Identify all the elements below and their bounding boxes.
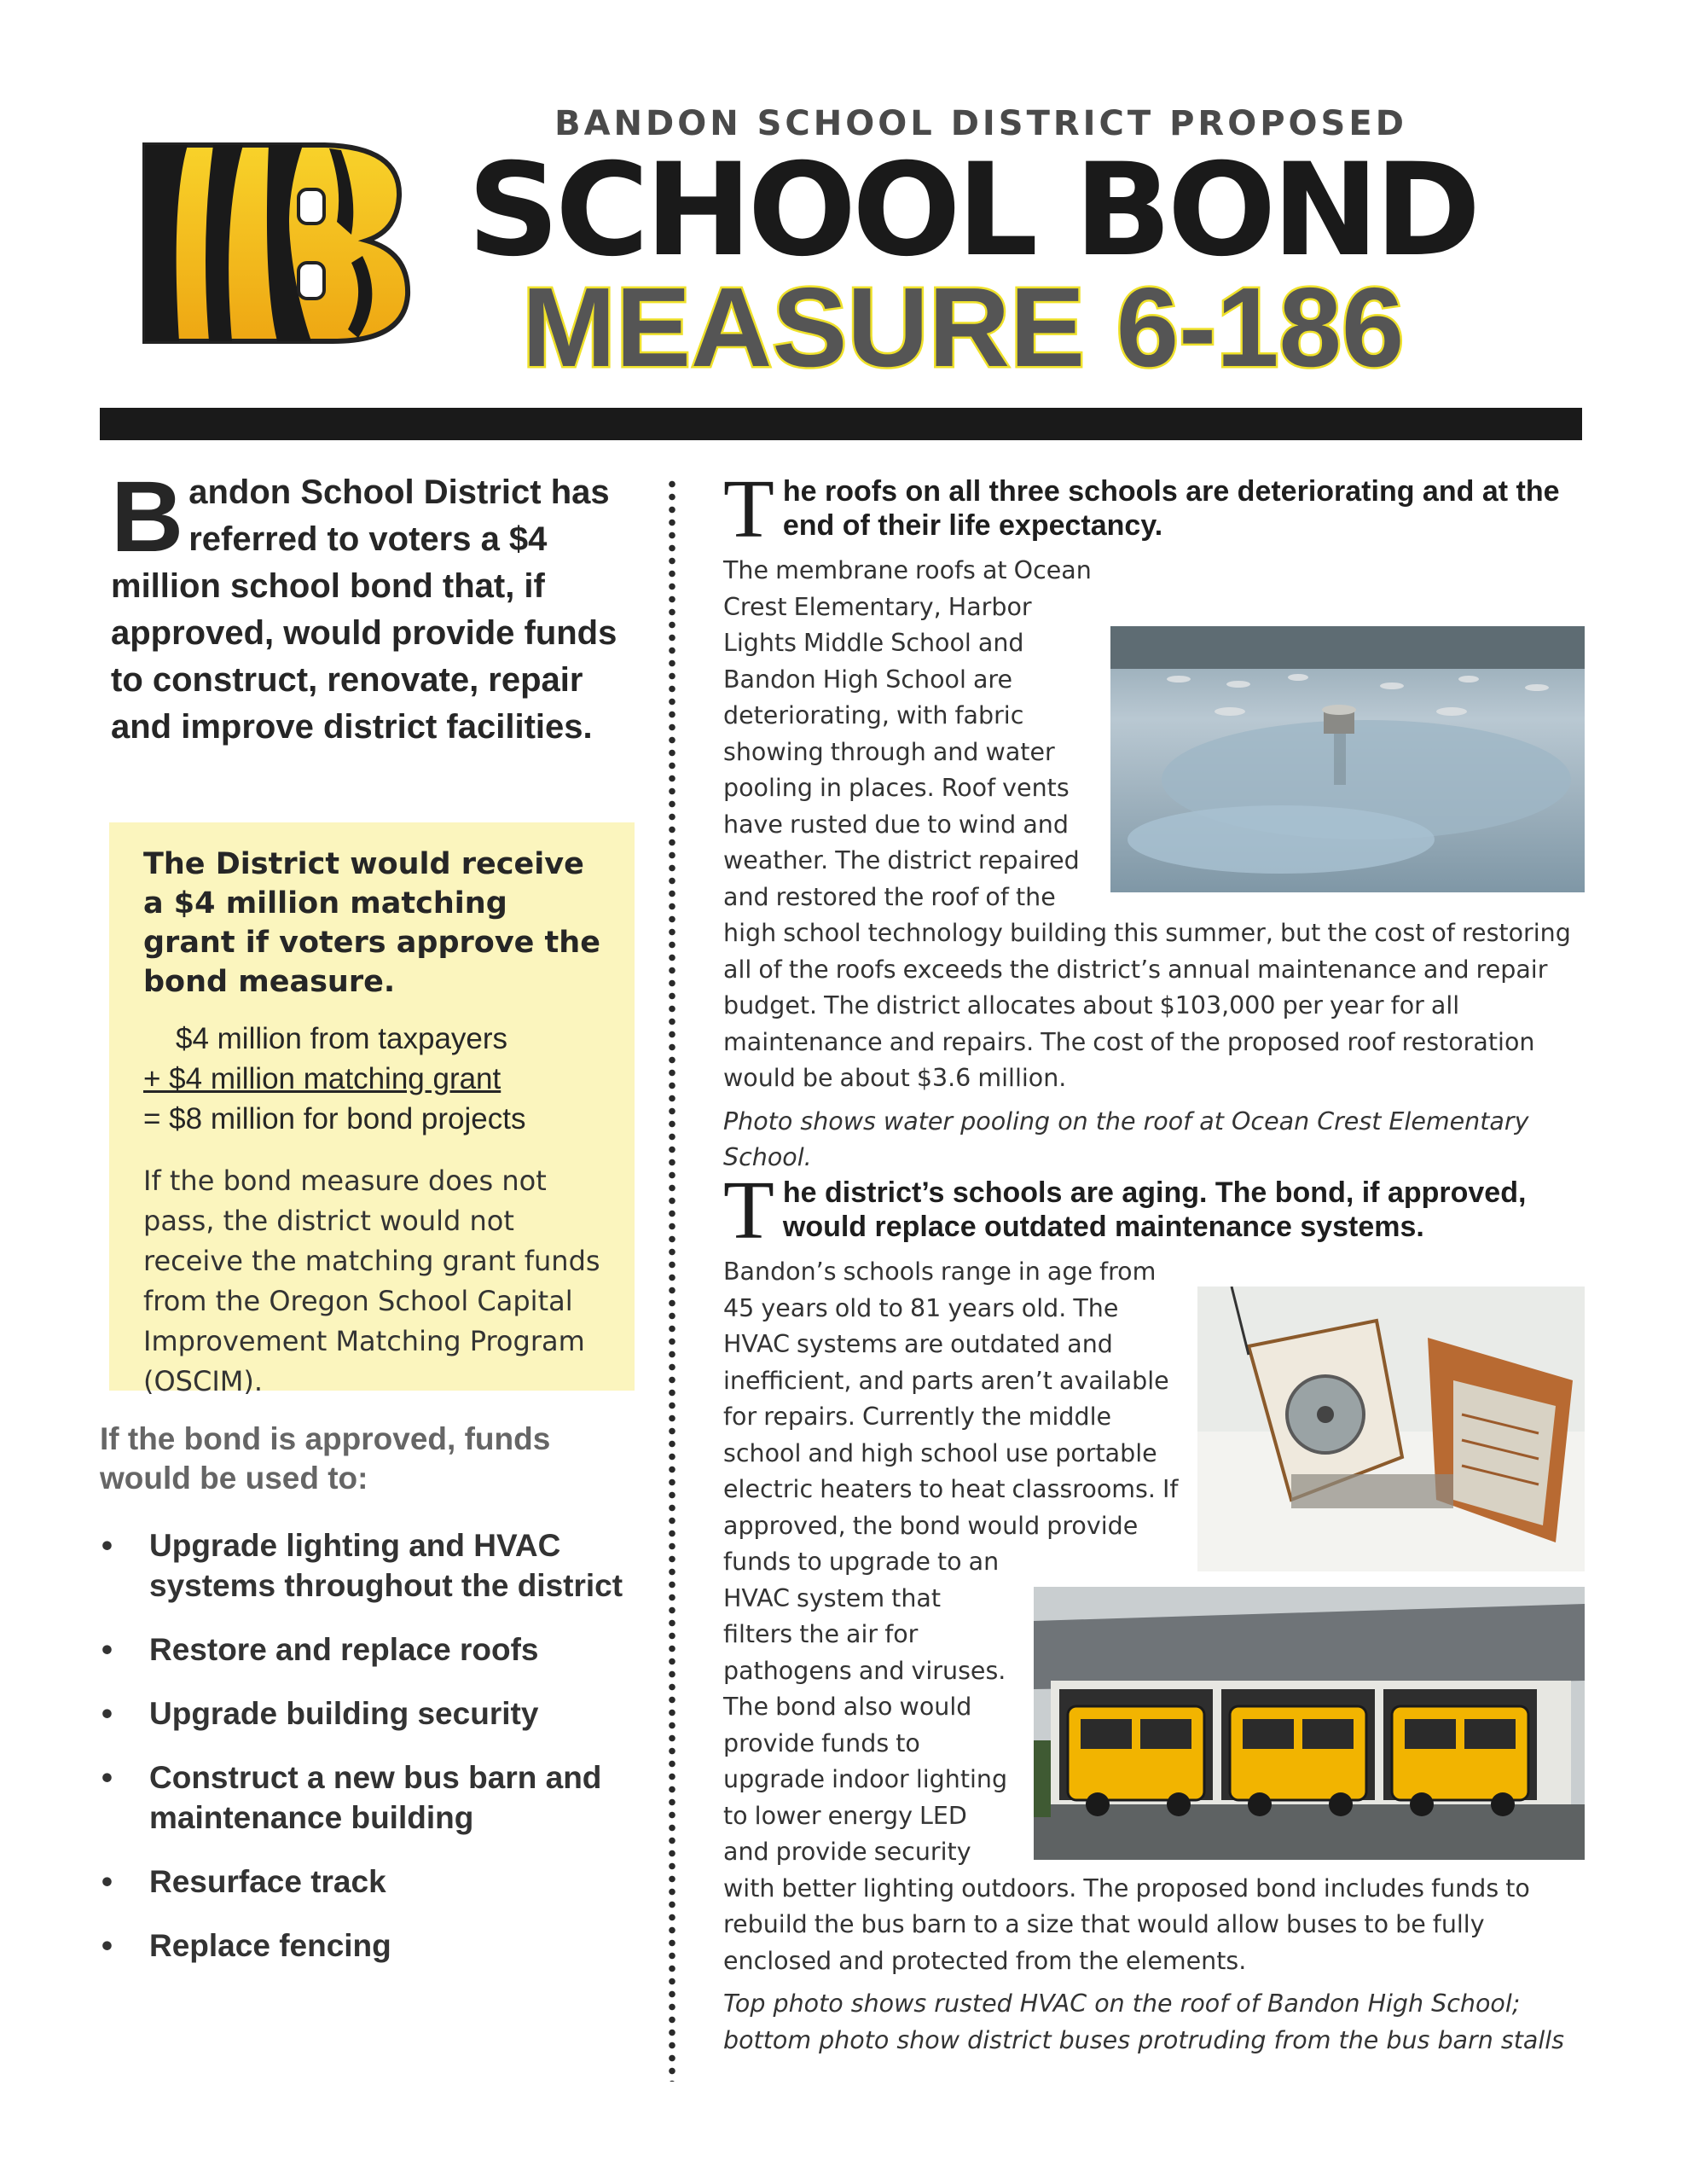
list-item: • Resurface track (100, 1862, 663, 1902)
list-item: • Upgrade building security (100, 1693, 663, 1734)
aging-heading-text: he district’s schools are aging. The bond, if approved, would replace outdated maintenance systems. (782, 1176, 1527, 1243)
aging-dropcap: T (723, 1165, 774, 1257)
header-kicker: BANDON SCHOOL DISTRICT PROPOSED (554, 104, 1407, 143)
hvac-photo (1197, 1287, 1585, 1571)
bengal-stripe-b-logo (128, 136, 418, 350)
list-item: • Replace fencing (100, 1926, 663, 1966)
roofs-caption: Photo shows water pooling on the roof at Ocean Crest Elementary School. (723, 1107, 1529, 1171)
roof-photo (1110, 626, 1585, 892)
list-item: • Construct a new bus barn and maintenance building (100, 1757, 663, 1838)
page-title: SCHOOL BOND (467, 136, 1477, 285)
funds-list-intro: If the bond is approved, funds would be used to: (100, 1421, 551, 1496)
roofs-body-text: The membrane roofs at Ocean Crest Elementary, Harbor Lights Middle School and Bandon High School are deteriorating, with fabric showing through and water pooling in places. Roof vents have rusted due to wind and weather. The district repaired and restored the roof of the high school technology building this summer, but the cost of restoring all of the roofs exceeds the district’s annual maintenance and repair budget. The district allocates about $103,000 per year for all maintenance and repairs. The cost of the proposed roof restoration would be about $3.6 million. (723, 556, 1571, 1092)
aging-section (723, 1165, 1585, 2059)
column-divider (669, 478, 675, 2082)
funds-list (100, 1525, 663, 1989)
calc-taxpayers: $4 million from taxpayers (176, 1022, 508, 1055)
aging-caption: Top photo shows rusted HVAC on the roof of Bandon High School; bottom photo show district buses protruding from the bus barn stalls (723, 1989, 1565, 2054)
grant-calculation (143, 1019, 609, 1139)
bus-barn-photo (1034, 1587, 1585, 1860)
calc-matching-grant: + $4 million matching grant (143, 1062, 501, 1095)
aging-body (723, 1254, 1585, 1979)
intro-text: andon School District has referred to voters a $4 million school bond that, if approved, would provide funds to construct, renovate, repair and improve district facilities. (111, 473, 617, 746)
matching-grant-box (109, 822, 635, 1397)
list-item: • Upgrade lighting and HVAC systems throughout the district (100, 1525, 663, 1606)
grant-note: If the bond measure does not pass, the district would not receive the matching grant funds from the Oregon School Capital Improvement Matching Program (OSCIM). (143, 1165, 600, 1397)
roofs-heading (723, 463, 1585, 555)
header-divider (100, 408, 1582, 440)
roofs-section (723, 463, 1585, 1176)
roofs-dropcap: T (723, 463, 774, 555)
intro-dropcap: B (111, 461, 184, 573)
calc-total: = $8 million for bond projects (143, 1102, 526, 1136)
measure-number: MEASURE 6-186 (522, 264, 1405, 390)
roofs-heading-text: he roofs on all three schools are deteriorating and at the end of their life expectancy. (782, 475, 1560, 542)
aging-body-text: Bandon’s schools range in age from 45 years old to 81 years old. The HVAC systems are outdated and inefficient, and parts aren’t available for repairs. Currently the middle school and high school use portable electric heaters to heat classrooms. If approved, the bond would provide funds to upgrade to an HVAC system that filters the air for pathogens and viruses. The bond also would provide funds to upgrade indoor lighting to lower energy LED and provide security with better lighting outdoors. The proposed bond includes funds to rebuild the bus barn to a size that would allow buses to be fully enclosed and protected from the elements. (723, 1258, 1530, 1975)
intro-paragraph (111, 461, 640, 751)
roofs-body (723, 553, 1585, 1097)
aging-heading (723, 1165, 1585, 1257)
grant-heading: The District would receive a $4 million matching grant if voters approve the bond measure. (143, 847, 600, 999)
list-item: • Restore and replace roofs (100, 1629, 663, 1670)
